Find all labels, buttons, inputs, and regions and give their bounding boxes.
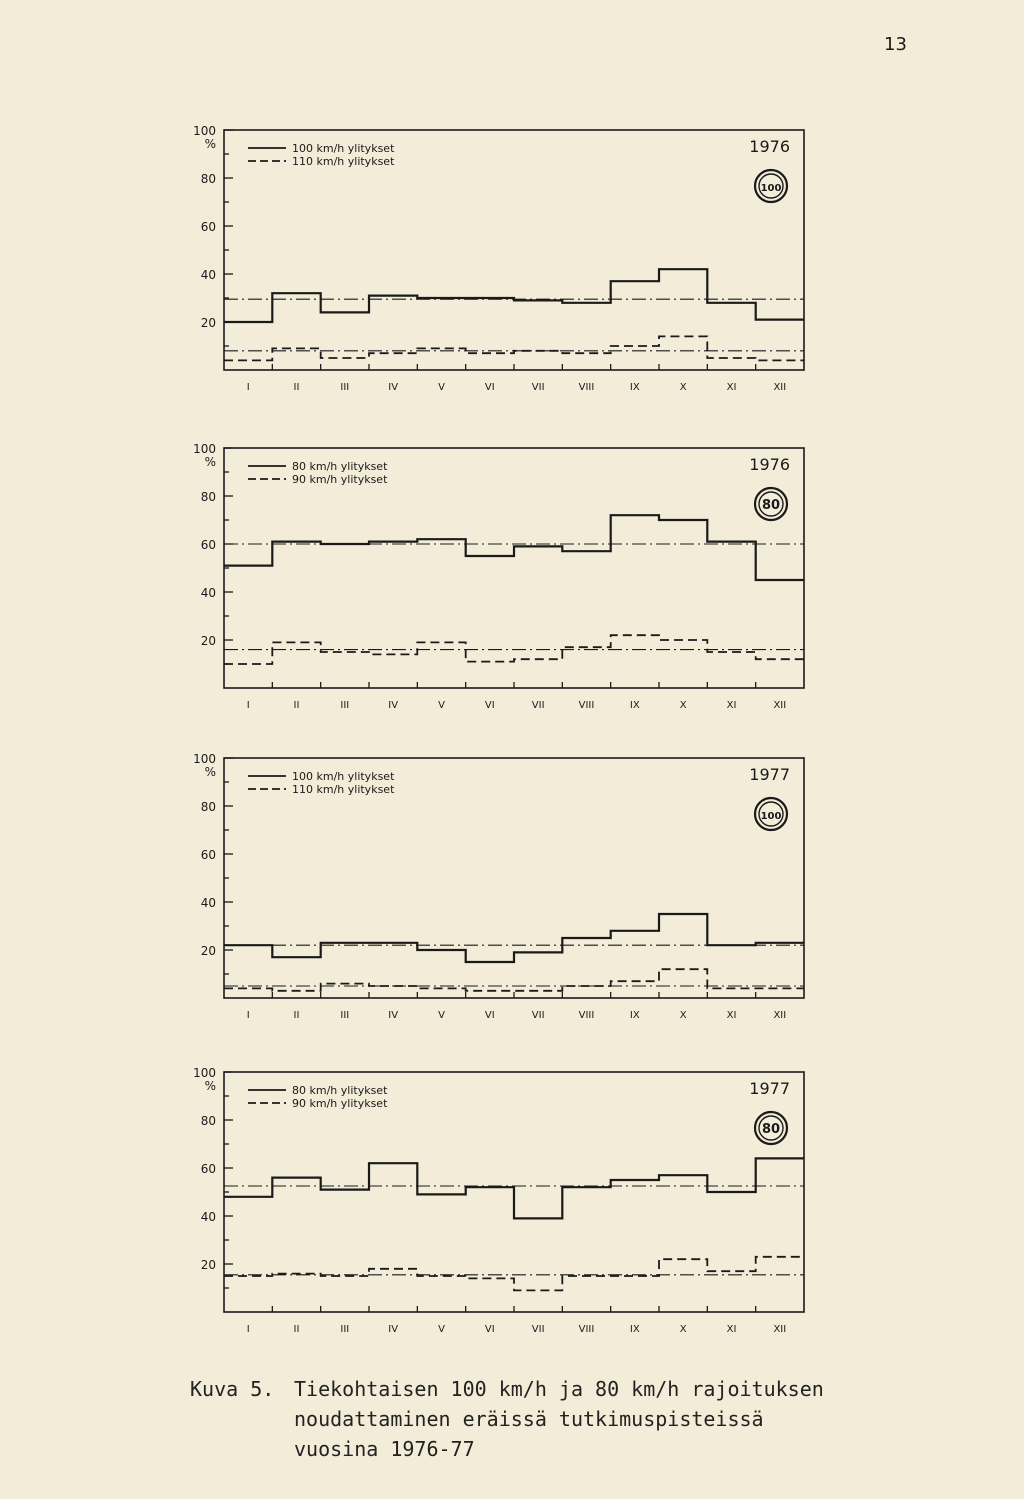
series-line-solid [224,515,804,580]
legend-label: 90 km/h ylitykset [292,473,388,486]
x-tick-label-III: III [340,1010,350,1021]
y-tick-label-20: 20 [200,634,216,648]
series-line-solid [224,1158,804,1218]
y-tick-label-100: 100 [193,752,216,766]
y-tick-label-80: 80 [200,172,216,186]
x-tick-label-V: V [438,700,445,711]
x-tick-label-IX: IX [629,1010,640,1021]
x-tick-label-I: I [246,382,250,393]
caption-label: Kuva 5. [190,1377,275,1401]
chart-1977-80 [0,1042,1024,1342]
x-tick-label-V: V [438,1010,445,1021]
x-tick-label-IV: IV [388,1324,399,1335]
y-tick-label-40: 40 [200,586,216,600]
x-tick-label-VI: VI [484,700,495,711]
legend-label: 100 km/h ylitykset [292,770,395,783]
caption-line-1: Tiekohtaisen 100 km/h ja 80 km/h rajoituksen [294,1377,824,1401]
sign-value: 80 [761,498,781,513]
legend-label: 80 km/h ylitykset [292,1084,388,1097]
y-unit-label: % [204,455,216,469]
y-tick-label-80: 80 [200,490,216,504]
y-tick-label-20: 20 [200,316,216,330]
sign-value: 100 [760,183,782,194]
x-tick-label-X: X [679,1010,687,1021]
sign-value: 100 [760,811,782,822]
x-tick-label-VIII: VIII [578,382,595,393]
y-tick-label-100: 100 [193,442,216,456]
series-line-dashed [224,336,804,360]
y-unit-label: % [204,137,216,151]
figure-caption [190,1374,824,1464]
legend-label: 110 km/h ylitykset [292,783,395,796]
x-tick-label-VIII: VIII [578,1010,595,1021]
speed-limit-sign-icon [755,488,787,520]
year-label: 1977 [749,765,790,784]
speed-limit-sign-icon [755,798,787,830]
x-tick-label-III: III [340,700,350,711]
y-tick-label-60: 60 [200,1162,216,1176]
x-tick-label-VI: VI [484,1010,495,1021]
y-tick-label-60: 60 [200,220,216,234]
x-tick-label-VIII: VIII [578,700,595,711]
y-tick-label-40: 40 [200,1210,216,1224]
series-line-dashed [224,969,804,991]
x-tick-label-XII: XII [773,1324,787,1335]
x-tick-label-II: II [293,700,300,711]
x-tick-label-VII: VII [531,1010,545,1021]
year-label: 1977 [749,1079,790,1098]
x-tick-label-IV: IV [388,1010,399,1021]
x-tick-label-III: III [340,382,350,393]
caption-line-2: noudattaminen eräissä tutkimuspisteissä [294,1407,764,1431]
x-tick-label-XII: XII [773,382,787,393]
speed-limit-sign-icon [755,170,787,202]
x-tick-label-IV: IV [388,382,399,393]
y-tick-label-20: 20 [200,944,216,958]
x-tick-label-IX: IX [629,1324,640,1335]
y-tick-label-80: 80 [200,800,216,814]
year-label: 1976 [749,455,790,474]
x-tick-label-IV: IV [388,700,399,711]
legend-label: 80 km/h ylitykset [292,460,388,473]
x-tick-label-II: II [293,1324,300,1335]
series-line-dashed [224,1257,804,1291]
legend-label: 110 km/h ylitykset [292,155,395,168]
speed-limit-sign-icon [755,1112,787,1144]
y-tick-label-100: 100 [193,124,216,138]
legend-label: 100 km/h ylitykset [292,142,395,155]
y-tick-label-40: 40 [200,268,216,282]
x-tick-label-I: I [246,1324,250,1335]
page-number: 13 [884,34,907,55]
x-tick-label-XII: XII [773,1010,787,1021]
caption-line-3: vuosina 1976-77 [294,1437,475,1461]
chart-1977-100 [0,728,1024,1028]
chart-1976-80 [0,418,1024,718]
x-tick-label-I: I [246,1010,250,1021]
x-tick-label-VI: VI [484,382,495,393]
x-tick-label-VII: VII [531,382,545,393]
x-tick-label-VI: VI [484,1324,495,1335]
y-tick-label-20: 20 [200,1258,216,1272]
x-tick-label-II: II [293,1010,300,1021]
x-tick-label-II: II [293,382,300,393]
x-tick-label-III: III [340,1324,350,1335]
y-tick-label-80: 80 [200,1114,216,1128]
y-tick-label-100: 100 [193,1066,216,1080]
x-tick-label-V: V [438,1324,445,1335]
y-tick-label-60: 60 [200,848,216,862]
x-tick-label-XI: XI [726,1324,737,1335]
series-line-solid [224,914,804,962]
chart-1976-100 [0,100,1024,400]
legend-label: 90 km/h ylitykset [292,1097,388,1110]
x-tick-label-XI: XI [726,1010,737,1021]
series-line-solid [224,269,804,322]
x-tick-label-X: X [679,700,687,711]
x-tick-label-I: I [246,700,250,711]
y-tick-label-40: 40 [200,896,216,910]
x-tick-label-XI: XI [726,382,737,393]
x-tick-label-X: X [679,382,687,393]
x-tick-label-V: V [438,382,445,393]
x-tick-label-IX: IX [629,382,640,393]
x-tick-label-VII: VII [531,1324,545,1335]
y-unit-label: % [204,1079,216,1093]
year-label: 1976 [749,137,790,156]
x-tick-label-XII: XII [773,700,787,711]
y-unit-label: % [204,765,216,779]
sign-value: 80 [761,1122,781,1137]
x-tick-label-VIII: VIII [578,1324,595,1335]
y-tick-label-60: 60 [200,538,216,552]
x-tick-label-XI: XI [726,700,737,711]
x-tick-label-IX: IX [629,700,640,711]
x-tick-label-VII: VII [531,700,545,711]
x-tick-label-X: X [679,1324,687,1335]
